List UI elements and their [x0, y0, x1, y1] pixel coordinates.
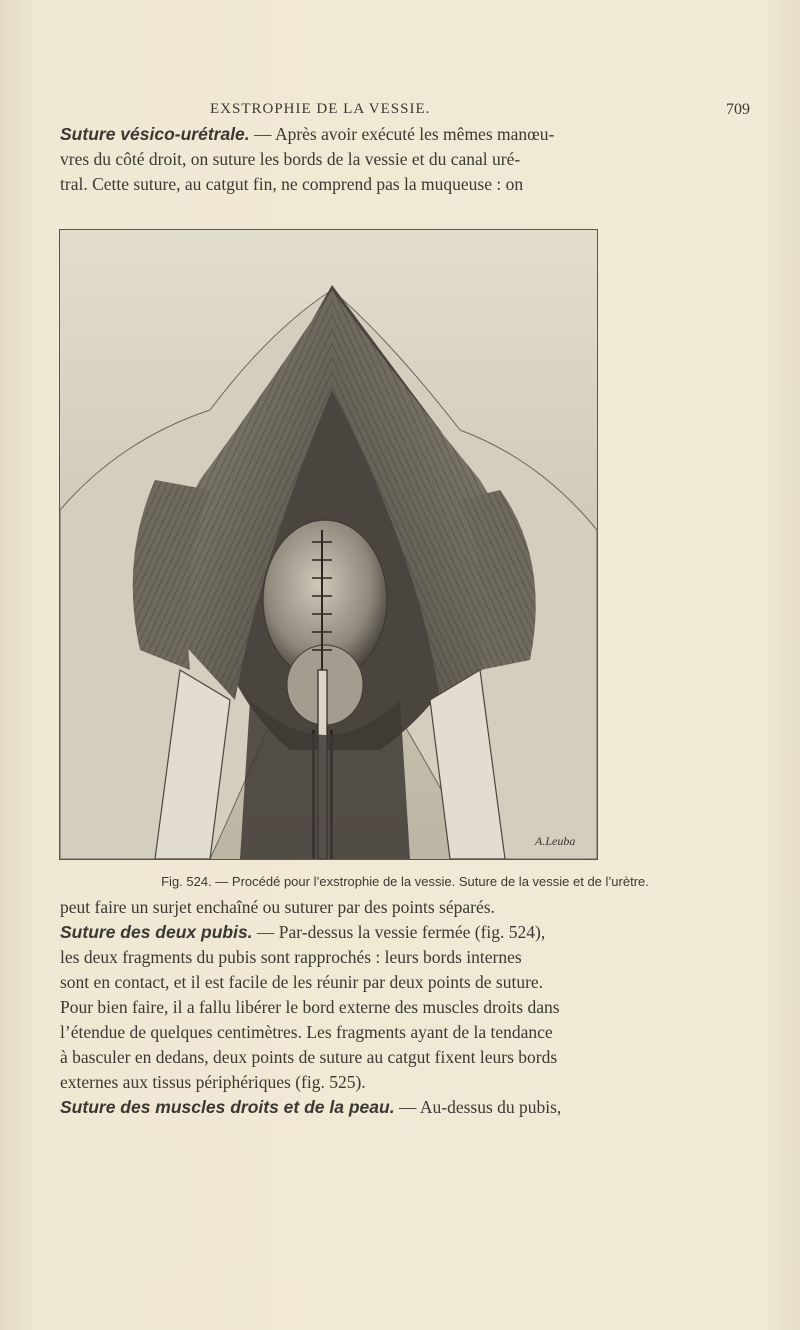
text-line: tral. Cette suture, au catgut fin, ne comprend pas la muqueuse : on [60, 174, 524, 194]
section-heading-suture-muscles: Suture des muscles droits et de la peau. [60, 1097, 395, 1117]
section-heading-suture-vesico-uretrale: Suture vésico-urétrale. [60, 124, 250, 144]
text-fragment: — Par-dessus la vessie fermée (fig. 524), [252, 922, 546, 942]
text-fragment: — Au-dessus du pubis, [394, 1097, 562, 1117]
artist-signature: A.Leuba [535, 834, 576, 848]
running-title: EXSTROPHIE DE LA VESSIE. [210, 101, 431, 117]
text-line: les deux fragments du pubis sont rapprochés : leurs bords internes [60, 947, 522, 967]
text-fragment: — Après avoir exécuté les mêmes manœu- [249, 124, 555, 144]
page-number: 709 [726, 101, 750, 118]
body-paragraphs [60, 895, 750, 1120]
text-line: sont en contact, et il est facile de les réunir par deux points de suture. [60, 972, 544, 992]
text-line: externes aux tissus périphériques (fig. 525). [60, 1072, 366, 1092]
illustration-drawing [60, 230, 597, 859]
figure-caption: Fig. 524. — Procédé pour l’exstrophie de la vessie. Suture de la vessie et de l’urètre. [161, 874, 649, 889]
text-line: Pour bien faire, il a fallu libérer le bord externe des muscles droits dans [60, 997, 560, 1017]
text-line [60, 122, 750, 147]
section-heading-suture-pubis: Suture des deux pubis. [60, 922, 253, 942]
text-line: peut faire un surjet enchaîné ou suturer par des points séparés. [60, 897, 495, 917]
text-line [60, 1095, 750, 1120]
text-line: l’étendue de quelques centimètres. Les fragments ayant de la tendance [60, 1022, 553, 1042]
anatomical-illustration [59, 229, 598, 860]
text-line: à basculer en dedans, deux points de suture au catgut fixent leurs bords [60, 1047, 558, 1067]
top-paragraph [60, 122, 750, 197]
text-line [60, 920, 750, 945]
text-line: vres du côté droit, on suture les bords de la vessie et du canal uré- [60, 149, 521, 169]
